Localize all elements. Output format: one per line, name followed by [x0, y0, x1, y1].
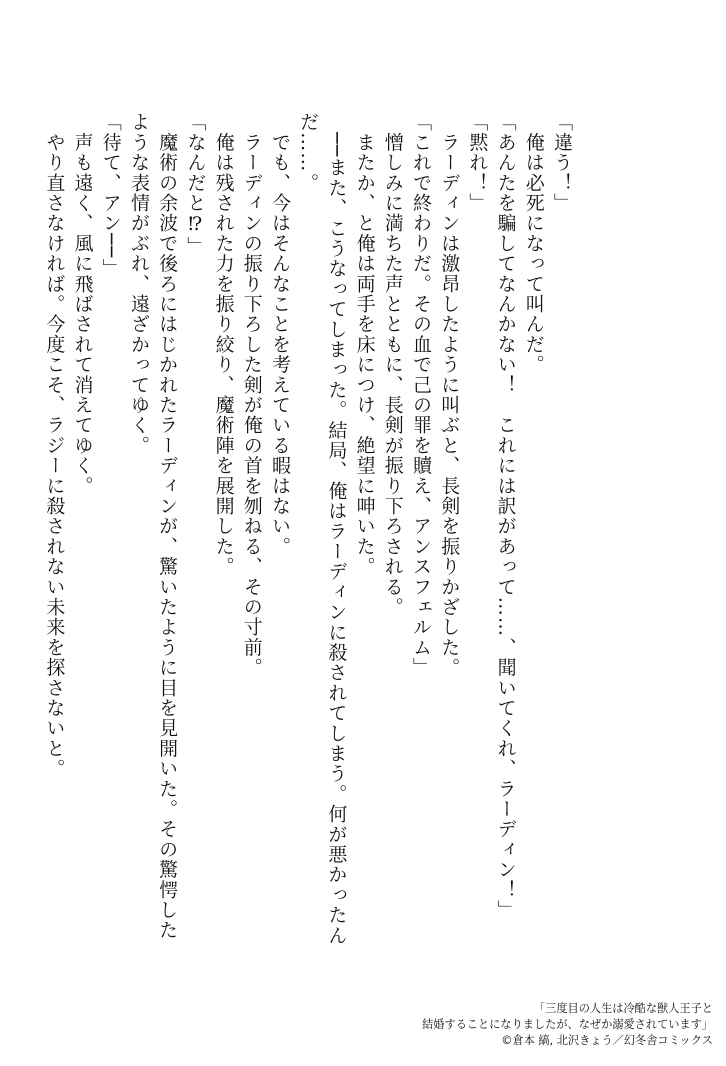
text-line: またか、と俺は両手を床につけ、絶望に呻いた。	[353, 112, 376, 577]
text-line: 魔術の余波で後ろにはじかれたラーディンが、驚いたように目を見開いた。その驚愕したような表情がぶれ、遠ざかってゆく。	[127, 112, 179, 941]
text-line: ラーディンは激昂したように叫ぶと、長剣を振りかざした。	[438, 112, 461, 678]
text-line: 声も遠く、風に飛ばされて消えてゆく。	[71, 112, 94, 496]
text-line: やり直さなければ。今度こそ、ラジーに殺されない未来を探さないと。	[43, 112, 66, 779]
vertical-text-body	[40, 112, 576, 948]
text-line: ラーディンの振り下ろした剣が俺の首を刎ねる、その寸前。	[240, 112, 263, 678]
copyright-credit	[422, 1001, 713, 1049]
credit-copyright-line: ©倉本 縞, 北沢きょう／幻冬舎コミックス	[501, 1034, 713, 1047]
text-line: 「待て、アン──」	[99, 112, 122, 279]
text-line: 「違う！」	[551, 112, 573, 213]
text-line: 「これで終わりだ。その血で己の罪を贖え、アンスフェルム」	[409, 112, 432, 678]
text-line: でも、今はそんなことを考えている暇はない。	[268, 112, 291, 557]
text-line: ──また、こうなってしまった。結局、俺はラーディンに殺されてしまう。何が悪かったんだ……。	[297, 112, 348, 946]
text-line: 俺は必死になって叫んだ。	[522, 112, 545, 375]
text-line: 「黙れ！」	[466, 112, 489, 213]
credit-title-line-2: 結婚することになりましたが、なぜか溺愛されています」	[422, 1018, 713, 1031]
text-line: 「あんたを騙してなんかない！ これには訳があって……、聞いてくれ、ラーディン！」	[494, 112, 517, 920]
text-line: 俺は残された力を振り絞り、魔術陣を展開した。	[212, 112, 235, 577]
text-line: 憎しみに満ちた声とともに、長剣が振り下ろされる。	[381, 112, 404, 617]
credit-title-line-1: 「三度目の人生は冷酷な獣人王子と	[533, 1002, 713, 1015]
text-line: 「なんだと⁉」	[184, 112, 207, 257]
